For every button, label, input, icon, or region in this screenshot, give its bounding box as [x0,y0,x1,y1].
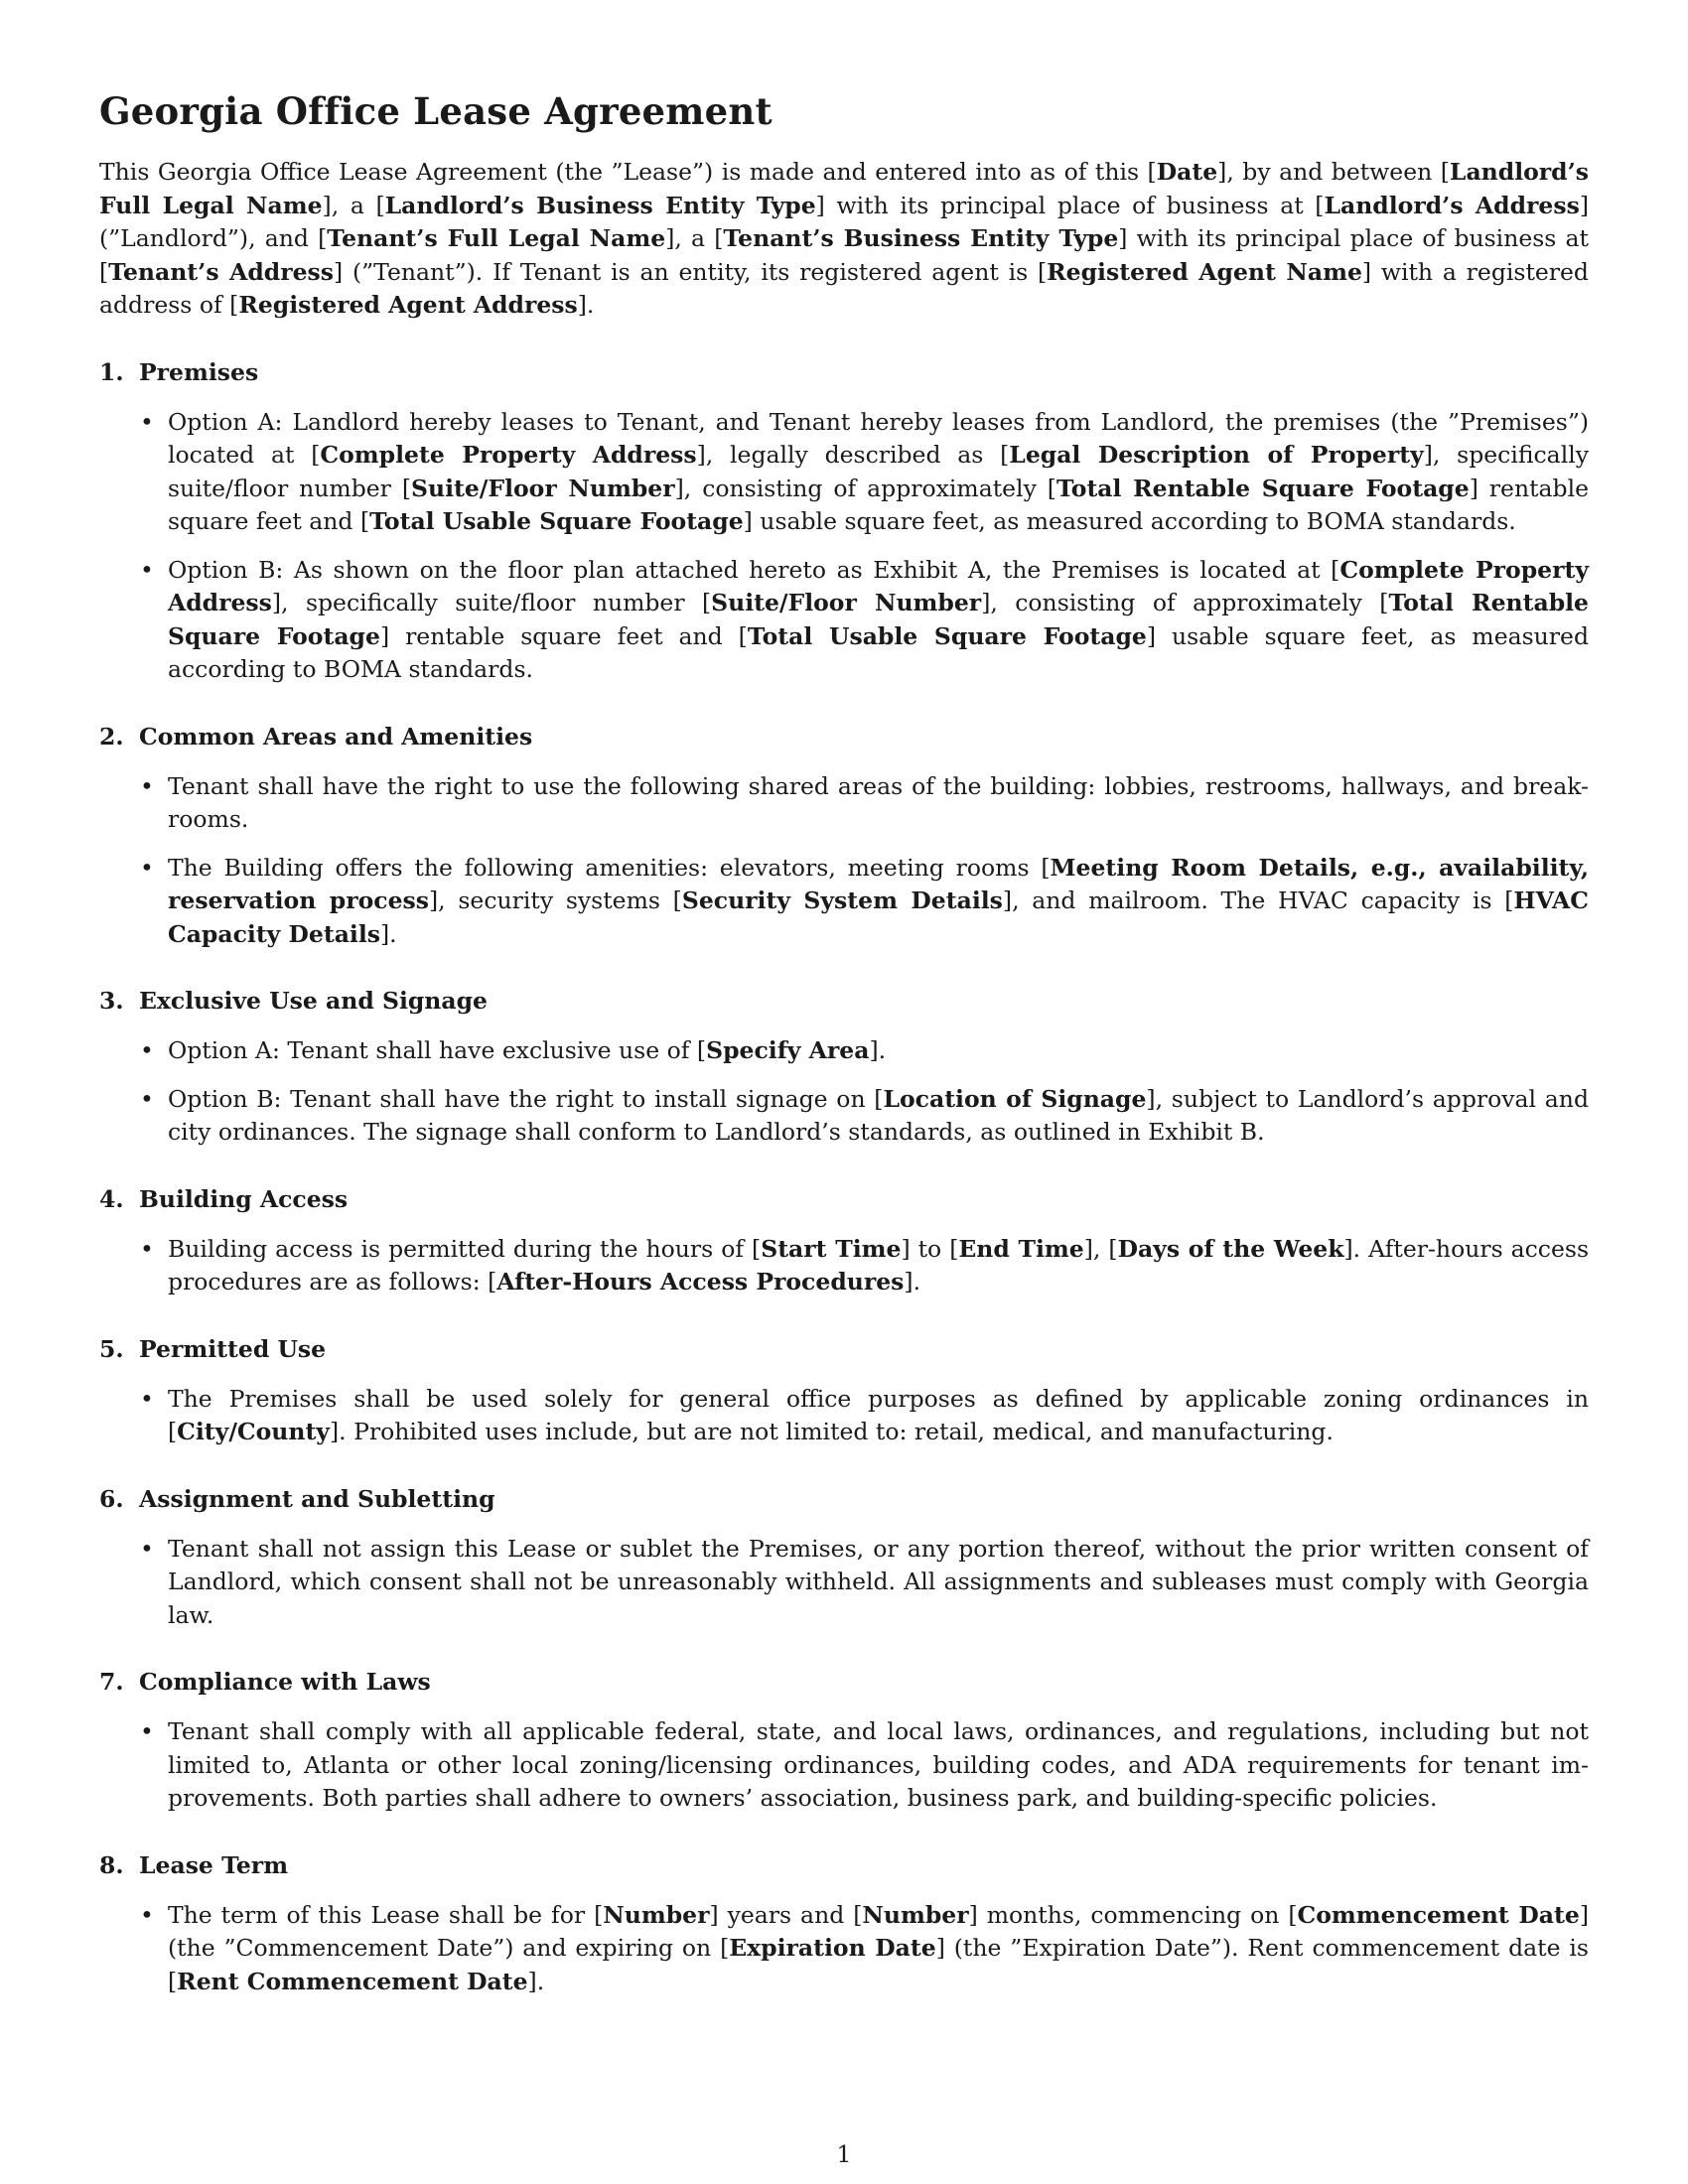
placeholder-field: Legal Description of Property [1009,441,1424,469]
placeholder-field: End Time [958,1234,1084,1263]
clause-item [168,1383,1589,1449]
text-run: ]. [380,919,397,948]
text-run: ], and mailroom. The HVAC capacity is [ [1002,887,1514,914]
text-run: ]. [577,291,595,319]
intro-paragraph [99,156,1589,323]
section-title: Building Access [139,1184,349,1213]
document-title: Georgia Office Lease Agreement [99,89,773,133]
section-number: 4. [99,1184,124,1213]
text-run: ], a [ [322,191,385,219]
section-title: Assignment and Subletting [139,1484,495,1513]
text-run: ] (the ”Expiration Date”). Rent commencement date is [ [168,1934,1589,1995]
clause-item [168,1715,1589,1816]
placeholder-field: Registered Agent Name [1047,257,1362,286]
text-run: Option A: Tenant shall have exclusive use of [ [168,1036,707,1064]
text-run: ], specifically suite/floor number [ [168,441,1590,502]
text-run: ]. [869,1036,887,1064]
clause-list [99,1899,1589,1999]
placeholder-field: Landlord’s Address [1324,191,1580,219]
section-number: 3. [99,987,124,1015]
text-run: ] rentable square feet and [ [379,621,748,650]
section-building-access [99,1183,1589,1299]
section-heading [99,721,1589,753]
text-run: ], a [ [665,224,724,252]
clause-item [168,770,1589,837]
section-heading [99,985,1589,1018]
placeholder-field: Start Time [761,1234,902,1263]
text-run: ] with its principal place of business at [ [99,224,1589,286]
placeholder-field: Security System Details [681,887,1003,914]
placeholder-field: Tenant’s Full Legal Name [327,224,666,252]
text-run: ], consisting of approximately [ [981,589,1389,616]
placeholder-field: Landlord’s Business Entity Type [384,191,816,219]
sections-list [99,356,1589,1999]
section-number: 1. [99,357,124,386]
clause-item [168,406,1589,539]
placeholder-field: Total Usable Square Footage [369,507,744,535]
text-run: Option B: Tenant shall have the right to install signage on [ [168,1084,884,1113]
clause-list [99,406,1589,687]
clause-item [168,1083,1589,1150]
placeholder-field: Date [1156,158,1218,186]
placeholder-field: Suite/Floor Number [711,589,982,616]
text-run: ] (the ”Commencement Date”) and expiring on [ [168,1900,1589,1962]
text-run: This Georgia Office Lease Agreement (the ”Lease”) is made and entered into as of this [ [99,158,1157,186]
section-heading [99,1333,1589,1366]
placeholder-field: Suite/Floor Number [411,474,675,502]
placeholder-field: Total Rentable Square Footage [1055,474,1470,502]
text-run: ], security systems [ [428,887,682,914]
text-run: Option B: As shown on the floor plan attached hereto as Exhibit A, the Premises is located at [ [168,555,1340,584]
section-number: 7. [99,1668,124,1696]
text-run: ], [ [1083,1234,1118,1263]
section-number: 6. [99,1484,124,1513]
section-assignment-and-subletting [99,1483,1589,1633]
placeholder-field: Expiration Date [729,1934,936,1962]
clause-list [99,770,1589,952]
text-run: ], consisting of approximately [ [674,474,1056,502]
section-number: 8. [99,1850,124,1879]
document-body [99,87,1589,2032]
section-heading [99,356,1589,389]
text-run: ] rentable square feet and [ [168,474,1590,535]
text-run: Building access is permitted during the hours of [ [168,1234,762,1263]
section-heading [99,1849,1589,1882]
section-number: 2. [99,722,124,751]
placeholder-field: Days of the Week [1117,1234,1344,1263]
text-run: ] to [ [901,1234,959,1263]
placeholder-field: Tenant’s Address [108,257,334,286]
section-lease-term [99,1849,1589,1999]
text-run: Tenant shall have the right to use the following shared areas of the building: lobbies, restrooms, hallways, and break-rooms. [168,771,1589,833]
clause-item [168,1899,1589,1999]
placeholder-field: Tenant’s Business Entity Type [723,224,1119,252]
placeholder-field: Specify Area [706,1036,870,1064]
section-title: Premises [139,357,259,386]
placeholder-field: Location of Signage [883,1084,1147,1113]
section-heading [99,1183,1589,1216]
text-run: ] (”Landlord”), and [ [99,191,1589,252]
clause-item [168,1233,1589,1299]
section-compliance-with-laws [99,1666,1589,1816]
section-title: Common Areas and Amenities [139,722,533,751]
section-title: Exclusive Use and Signage [139,987,488,1015]
section-number: 5. [99,1334,124,1363]
text-run: ], by and between [ [1217,158,1450,186]
placeholder-field: City/County [177,1418,330,1445]
text-run: ] usable square feet, as measured according to BOMA standards. [743,507,1516,535]
section-permitted-use [99,1333,1589,1449]
clause-list [99,1034,1589,1150]
placeholder-field: Commencement Date [1297,1900,1580,1929]
clause-list [99,1715,1589,1816]
placeholder-field: Complete Property Address [320,441,697,469]
text-run: ] months, commencing on [ [968,1900,1298,1929]
section-heading [99,1666,1589,1699]
section-exclusive-use-and-signage [99,985,1589,1150]
text-run: ]. Prohibited uses include, but are not limited to: retail, medical, and manufacturing. [329,1418,1334,1445]
section-heading [99,1483,1589,1516]
text-run: The term of this Lease shall be for [ [168,1900,604,1929]
clause-item [168,852,1589,952]
text-run: ] usable square feet, as measured according to BOMA standards. [168,621,1589,683]
placeholder-field: Complete Property Address [168,555,1589,616]
section-title: Compliance with Laws [139,1668,431,1696]
section-title: Lease Term [139,1850,289,1879]
clause-list [99,1233,1589,1299]
text-run: ] with a registered address of [ [99,257,1589,319]
text-run: ] with its principal place of business at [ [815,191,1325,219]
clause-list [99,1533,1589,1633]
placeholder-field: HVAC Capacity Details [168,887,1589,948]
text-run: ], subject to Landlord’s approval and city ordinances. The signage shall conform to Landlord’s standards, as outlined in Exhibit B. [168,1084,1589,1146]
placeholder-field: Number [603,1900,710,1929]
text-run: ], legally described as [ [696,441,1010,469]
placeholder-field: Number [862,1900,969,1929]
placeholder-field: Total Rentable Square Footage [168,589,1590,650]
placeholder-field: Rent Commencement Date [177,1967,528,1995]
text-run: ]. [527,1967,545,1995]
section-common-areas-and-amenities [99,721,1589,952]
text-run: Option A: Landlord hereby leases to Tenant, and Tenant hereby leases from Landlord, the premises (the ”Premises”) located at [ [168,407,1589,469]
text-run: Tenant shall comply with all applicable federal, state, and local laws, ordinances, and regulations, including but not limited to, Atlanta or other local zoning/licensing ordinances, building codes, and ADA requirements for tenant im-provements. Both parties shall adhere to owners’ association, business park, and building-specific policies. [168,1717,1589,1812]
text-run: ]. [904,1268,921,1296]
text-run: The Premises shall be used solely for general office purposes as defined by applicable zoning ordinances in [ [168,1384,1589,1445]
section-title: Permitted Use [139,1334,327,1363]
placeholder-field: Meeting Room Details, e.g., availability, reservation process [168,853,1589,914]
placeholder-field: After-Hours Access Procedures [496,1268,905,1296]
clause-item [168,1034,1589,1068]
text-run: ] years and [ [709,1900,863,1929]
text-run: The Building offers the following amenities: elevators, meeting rooms [ [168,853,1051,882]
text-run: ]. After-hours access procedures are as follows: [ [168,1234,1589,1296]
text-run: ], specifically suite/floor number [ [271,589,712,616]
page-number: 1 [836,2140,852,2168]
clause-item [168,554,1589,687]
text-run: ] (”Tenant”). If Tenant is an entity, its registered agent is [ [333,257,1048,286]
placeholder-field: Total Usable Square Footage [747,621,1147,650]
clause-list [99,1383,1589,1449]
clause-item [168,1533,1589,1633]
text-run: Tenant shall not assign this Lease or sublet the Premises, or any portion thereof, without the prior written consent of Landlord, which consent shall not be unreasonably withheld. All assignments and subleases must comply with Georgia law. [168,1534,1589,1629]
placeholder-field: Registered Agent Address [238,291,578,319]
placeholder-field: Landlord’s Full Legal Name [99,158,1590,219]
section-premises [99,356,1589,687]
